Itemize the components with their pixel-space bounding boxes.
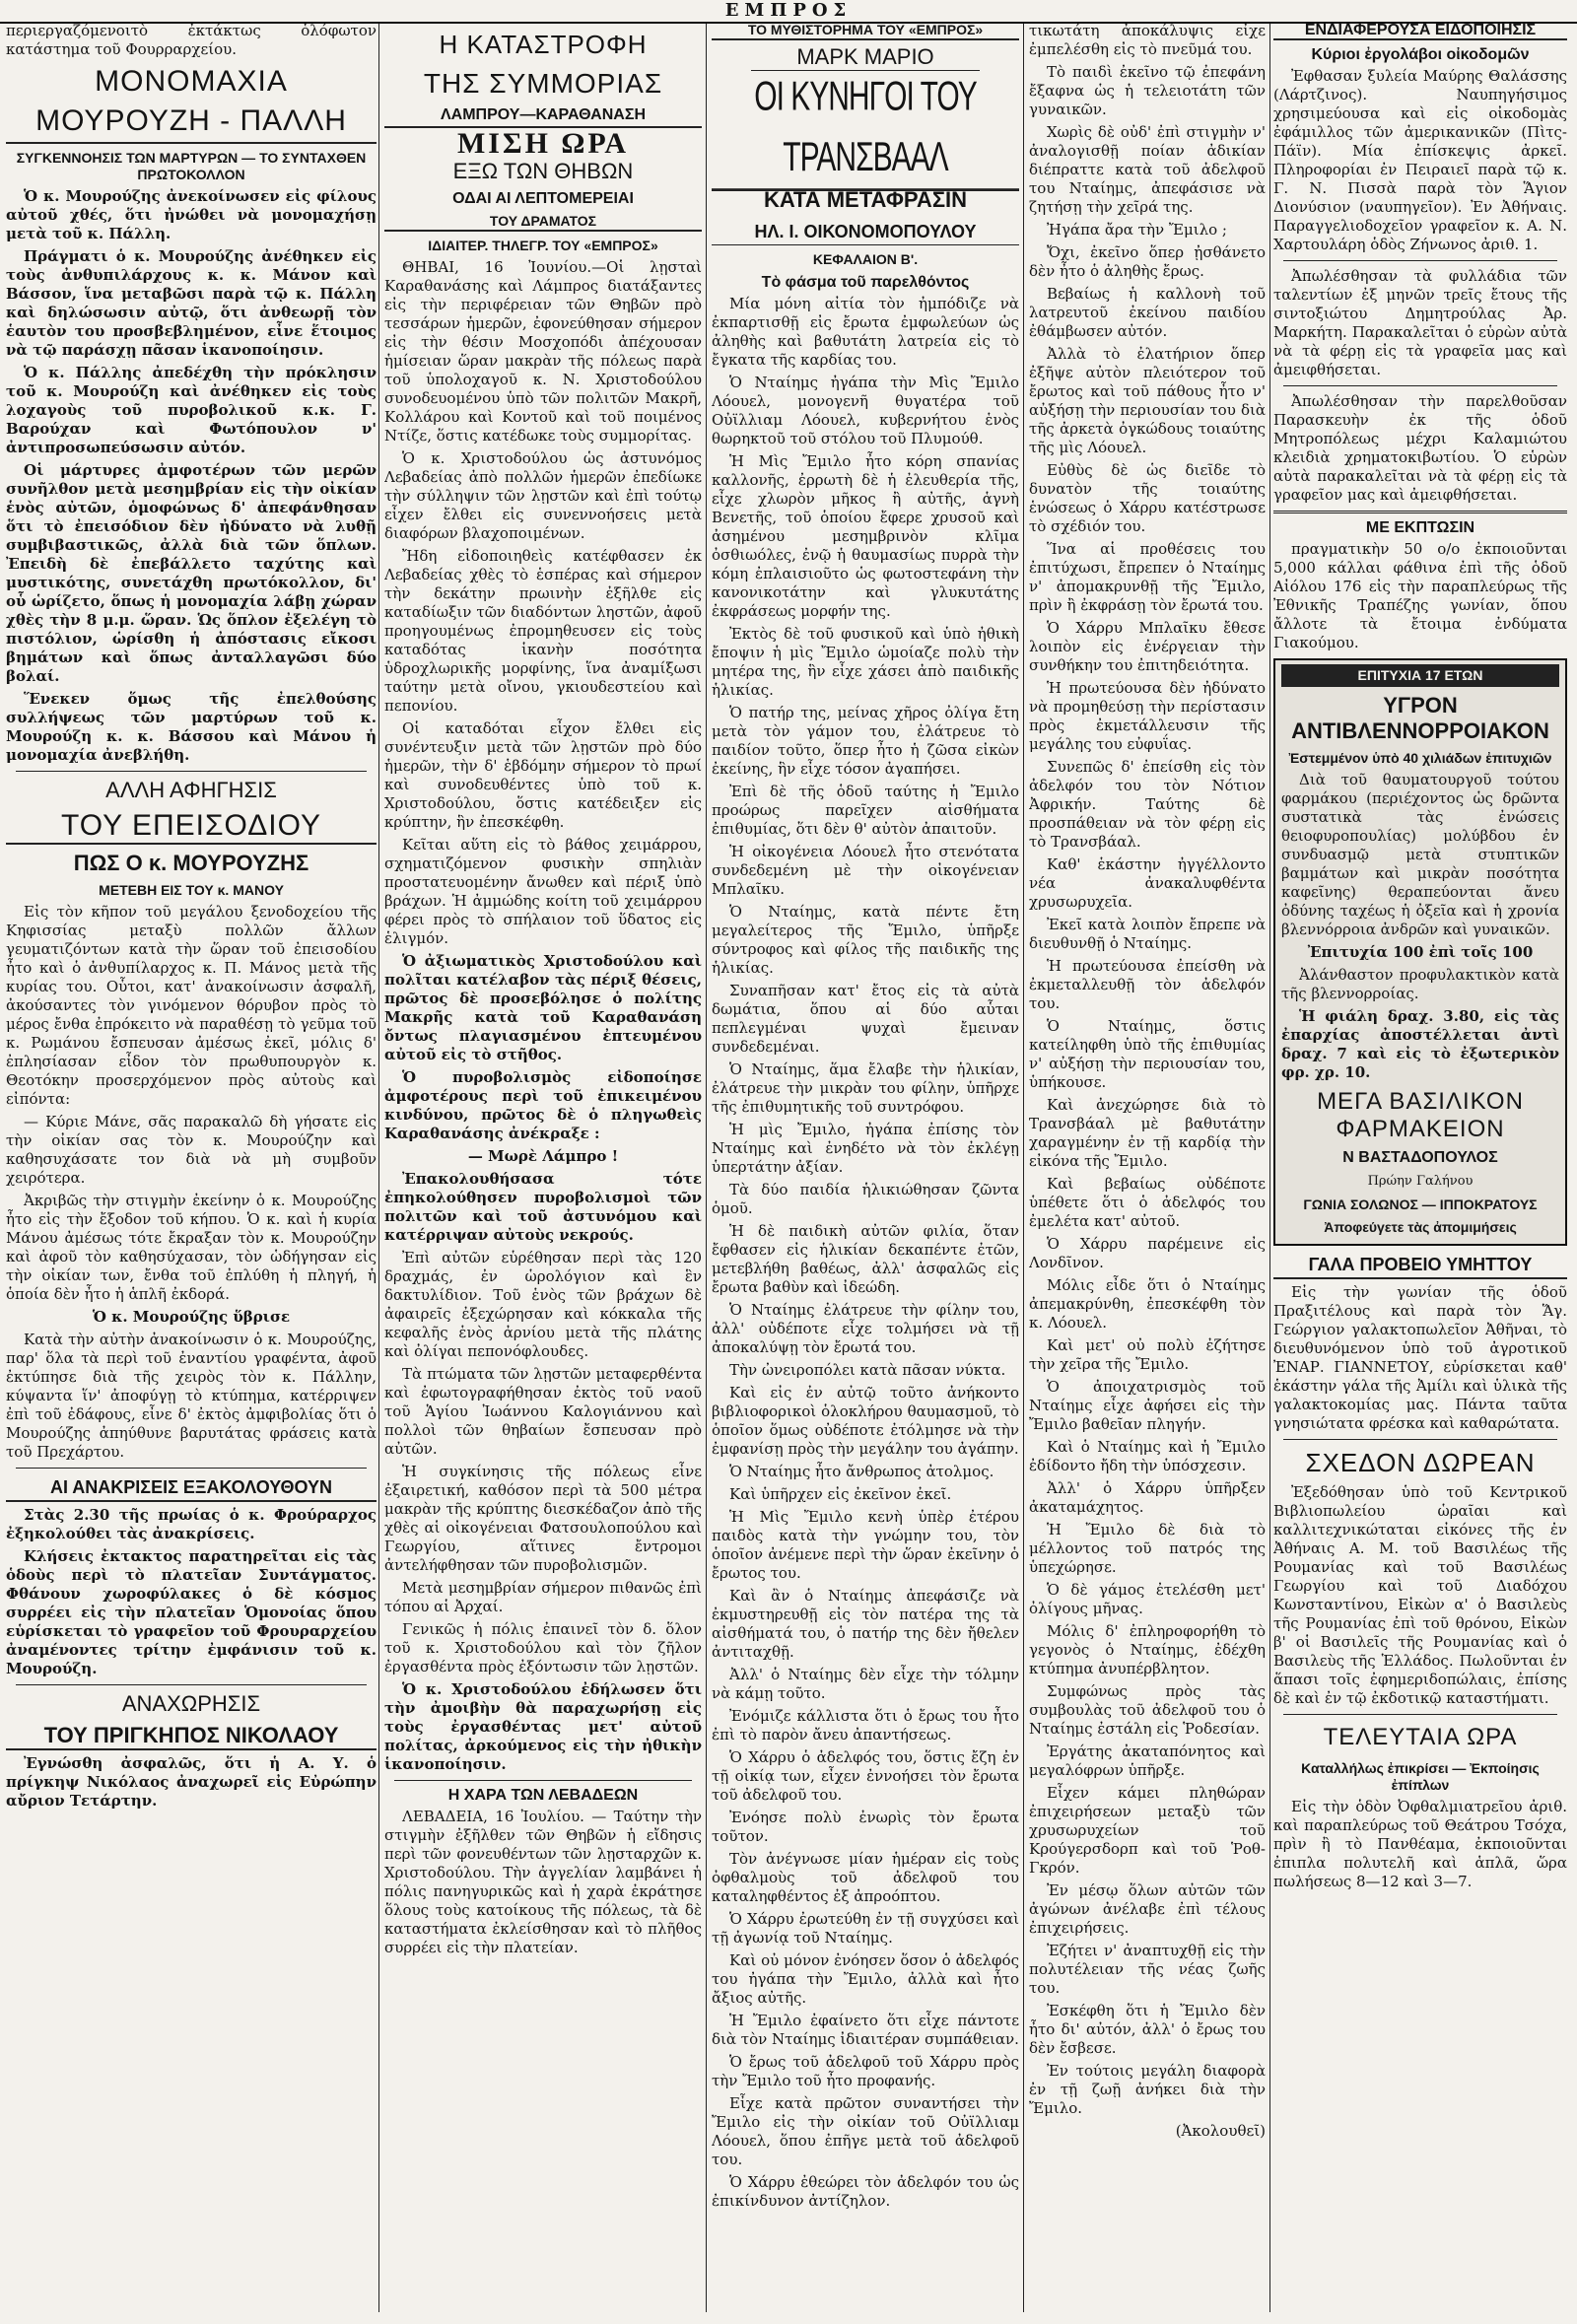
ad-text: πραγματικὴν 50 ο/ο ἐκποιοῦνται 5,000 κάλλαι φάθινα ἐπὶ τῆς ὁδοῦ Αἰόλου 176 εἰς τὴν παραπλεύρως τῆς Ἐθνικῆς Τραπέζης γωνίαν, ὅπου ἄλλοτε τὰ ἔτοιμα ἐνδύματα Γιακούμου.: [1273, 540, 1567, 651]
article-paragraph: Συναπῆσαν κατ' ἔτος εἰς τὰ αὐτὰ δωμάτια, ὅπου αἱ δύο αὗται πεπλεγμέναι ψυχαὶ ἔμειναν συνδεδεμέναι.: [712, 982, 1019, 1056]
article-paragraph: Ὁ Χάρρυ παρέμεινε εἰς Λονδῖνον.: [1029, 1235, 1266, 1271]
article-paragraph: Ἐργάτης ἀκαταπόνητος καὶ μεγαλόφρων ὑπῆρξε.: [1029, 1743, 1266, 1779]
article-paragraph: Οἱ καταδόται εἶχον ἔλθει εἰς συνέντευξιν μετὰ τῶν λῃστῶν πρὸ δύο ἡμερῶν, τὴν δ' ἑβδόμην σήμερον τὸ πρωί καὶ συνοδευθέντες ὑπὸ τοῦ κ. Χριστοδούλου, ὅστις κατέδειξεν εἰς κρύπτην, ἣν ἐπεσκέφθη.: [384, 719, 702, 831]
headline: ΜΙΣΗ ΩΡΑ: [456, 127, 630, 160]
subheadline: ΤΟΥ ΔΡΑΜΑΤΟΣ: [384, 213, 702, 232]
divider: [16, 1468, 367, 1469]
article-paragraph: Στὰς 2.30 τῆς πρωίας ὁ κ. Φρούραρχος ἐξηκολούθει τὰς ἀνακρίσεις.: [6, 1506, 377, 1542]
column-1: [6, 22, 377, 2314]
article-paragraph: Ὁ δὲ γάμος ἐτελέσθη μετ' ὀλίγους μῆνας.: [1029, 1581, 1266, 1617]
serial-title: ΟΙ ΚΥΝΗΓΟΙ ΤΟΥ ΤΡΑΝΣΒΑΑΛ: [712, 67, 1019, 191]
article-paragraph: Χωρὶς δὲ οὐδ' ἐπὶ στιγμὴν ν' ἀναλογισθῇ ποίαν ἀδικίαν διέπραττε κατὰ τοῦ ἀδελφοῦ του Νταίημς, ἀπεφάσισε νὰ ζητήσῃ τὴν χεῖρά της.: [1029, 123, 1266, 216]
divider: [1283, 385, 1557, 386]
article-paragraph: Ὁ Νταίημς, κατὰ πέντε ἔτη μεγαλείτερος τῆς Ἔμιλο, ὑπῆρξε σύντροφος καὶ φίλος τῆς παιδικῆς της ἡλικίας.: [712, 903, 1019, 977]
ad-text: Διὰ τοῦ θαυματουργοῦ τούτου φαρμάκου (περιέχοντος ὡς δρῶντα συστατικὰ τὰς ἐνώσεις θειοφυροπουλίας) μολύβδου ἐν συνδυασμῷ μετὰ στυπτικῶν βαμμάτων καὶ μικρὰν ποσότητα καφεῖνης) θεραπεύονται ἄνευ ὀδύνης ταχέως ἡ ὀξεῖα καὶ ἡ χρονία βλεννόρροια ἀνδρῶν καὶ γυναικῶν.: [1281, 771, 1559, 938]
ad-title: ΜΕ ΕΚΠΤΩΣΙΝ: [1365, 519, 1475, 536]
article-paragraph: Καὶ ἂν ὁ Νταίημς ἀπεφάσιζε νὰ ἐκμυστηρευθῇ εἰς τὸν πατέρα της τὰ αἰσθήματά του, ὁ πατήρ της δὲν ἤθελεν ἀντιταχθῇ.: [712, 1587, 1019, 1661]
headline: ΜΟΝΟΜΑΧΙΑ: [95, 65, 288, 98]
article-paragraph: Πράγματι ὁ κ. Μουρούζης ἀνέθηκεν εἰς τοὺς ἀνθυπιλάρχους κ. κ. Μάνον καὶ Βάσσον, ἵνα μεταβῶσι παρὰ τῷ κ. Πάλλη καὶ δηλώσωσιν αὐτῷ, ὅτι ἀνθεωρῇ τὸν ἑαυτὸν του προσβεβλημένον, εἶνε ἕτοιμος νὰ τῷ παράσχῃ πᾶσαν ἱκανοποίησιν.: [6, 247, 377, 359]
article-paragraph: Ὁ Νταίημς, ἅμα ἔλαβε τὴν ἡλικίαν, ἐλάτρευε τὴν μικρὰν του φίλην, ὑπῆρχε τῆς ἐπιθυμητικῆς τοῦ συντρόφου.: [712, 1060, 1019, 1116]
article-paragraph: Ἡ πρωτεύουσα δὲν ἠδύνατο νὰ προμηθεύσῃ τὴν περίστασιν πρὸς ἐκμετάλλευσιν τῆς μεγάλης του εὐφυΐας.: [1029, 679, 1266, 753]
pharmacy-ad: [1273, 658, 1567, 1246]
article-paragraph: Καὶ ἀνεχώρησε διὰ τὸ Τρανσβάαλ μὲ βαθυτάτην χαραγμένην ἐν τῇ καρδίᾳ τὴν εἰκόνα τῆς Ἔμιλο.: [1029, 1096, 1266, 1170]
article-paragraph: ΘΗΒΑΙ, 16 Ἰουνίου.—Οἱ λῃσταὶ Καραθανάσης καὶ Λάμπρος διατάξαντες εἰς τὴν περιφέρειαν τῶν Θηβῶν πρὸ τεσσάρων ἡμερῶν, ἐφονεύθησαν σήμερον εἰς τὴν θέσιν Μοσχοπόδι ἀπέχουσαν ἡμίσειαν ὥραν μακρὰν τῆς πόλεως παρὰ τοῦ ὑπολοχαγοῦ κ. Ν. Χριστοδούλου συνοδευομένου ὑπὸ τῶν πολιτῶν Μακρῆ, Κολλάρου καὶ Κοντοῦ καὶ τοῦ ποιμένος Ντίζε, ὅστις κατέδωκε τοὺς συμμορίτας.: [384, 258, 702, 444]
divider: [1283, 1439, 1557, 1440]
article-paragraph: Ἐπὶ αὐτῶν εὑρέθησαν περὶ τὰς 120 δραχμάς, ἐν ὡρολόγιον καὶ ἓν δακτυλίδιον. Τοῦ ἑνὸς τῶν βράχων δὲ ἀφαιρεῖς ἐξεχώρησαν καὶ κόκκαλα τῆς κεφαλῆς ἑνὸς ἀρνίου μετὰ τῆς πλάτης καὶ ὀλίγαι πεπονόφλουδες.: [384, 1249, 702, 1360]
divider: [1283, 1714, 1557, 1715]
article-paragraph: Ἐγνώσθη ἀσφαλῶς, ὅτι ἡ Α. Υ. ὁ πρίγκηψ Νικόλαος ἀναχωρεῖ εἰς Εὐρώπην αὔριον Τετάρτην.: [6, 1754, 377, 1810]
subheadline: ΠΩΣ Ο κ. ΜΟΥΡΟΥΖΗΣ: [73, 851, 309, 875]
article-paragraph: Ὁ Χάρρυ Μπλαῖκυ ἔθεσε λοιπὸν εἰς ἐνέργειαν τὴν συνθήκην του ἐπιτηδειότητα.: [1029, 619, 1266, 674]
author-name: ΜΑΡΚ ΜΑΡΙΟ: [751, 44, 980, 71]
article-paragraph: Βεβαίως ἡ καλλονὴ τοῦ λατρευτοῦ ἐκείνου παιδίου ἐθάμβωσεν αὐτόν.: [1029, 285, 1266, 340]
ad-subtitle: Κύριοι ἐργολάβοι οἰκοδομῶν: [1311, 46, 1530, 63]
headline: ΤΟΥ ΕΠΕΙΣΟΔΙΟΥ: [6, 809, 377, 845]
article-paragraph: Καὶ ὑπῆρχεν εἰς ἐκεῖνον ἐκεῖ.: [729, 1485, 952, 1503]
article-paragraph: Ἡ συγκίνησις τῆς πόλεως εἶνε ἐξαιρετική, καθόσον περὶ τὰ 500 μέτρα μακρὰν τῆς κρύπτης διεσκέδαζον ἀπὸ τῆς χθὲς αἱ οἰκογένειαι Φατσουλοπούλου καὶ Γεωργίου, αἵτινες ἔντρομοι ἀντελήφθησαν τῶν πυροβολισμῶν.: [384, 1463, 702, 1574]
article-paragraph: Ὁ Νταίημς ἐλάτρευε τὴν φίλην του, ἀλλ' οὐδέποτε εἶχε τολμήσει νὰ τῇ ἀποκαλύψῃ τὸν ἔρωτά του.: [712, 1301, 1019, 1356]
article-paragraph: Ὁ πατήρ της, μείνας χῆρος ὀλίγα ἔτη μετὰ τὸν γάμον του, ἐλάτρευε τὸ παιδίον τοῦτο, ὅπερ ἦτο ἡ ζῶσα εἰκὼν ἐκείνης, ἣν εἶχε τόσον ἀγαπήσει.: [712, 704, 1019, 778]
article-paragraph: Μόλις εἶδε ὅτι ὁ Νταίημς ἀπεμακρύνθη, ἐπεσκέφθη τὸν κ. Λόουελ.: [1029, 1276, 1266, 1332]
headline: ΤΗΣ ΣΥΜΜΟΡΙΑΣ: [423, 68, 663, 99]
article-paragraph: Ἐν τούτοις μεγάλη διαφορὰ ἐν τῇ ζωῇ ἀνήκει διὰ τὴν Ἔμιλο.: [1029, 2062, 1266, 2117]
article-paragraph: Μία μόνη αἰτία τὸν ἠμπόδιζε νὰ ἐκπαρτισθῇ εἰς ἔρωτα ἐμφωλεύων ὡς ἀληθὴς καὶ βαθυτάτη λατρεία εἰς τὸ ἔγκατα τῆς καρδίας του.: [712, 295, 1019, 369]
subheadline: ΜΕΤΕΒΗ ΕΙΣ ΤΟΥ κ. ΜΑΝΟΥ: [99, 882, 284, 898]
article-paragraph: Μόλις δ' ἐπληροφορήθη τὸ γεγονὸς ὁ Νταίημς, ἐδέχθη κτύπημα ἀνυπέρβλητον.: [1029, 1622, 1266, 1677]
ad-text: Ἐπιτυχία 100 ἐπὶ τοῖς 100: [1307, 943, 1534, 961]
article-paragraph: Ἤδη εἰδοποιηθεὶς κατέφθασεν ἐκ Λεβαδείας χθὲς τὸ ἑσπέρας καὶ σήμερον τὴν δεκάτην πρωινὴν ἐξῆλθε εἰς καταδίωξιν τῶν διαδόντων ληστῶν, ἀφοῦ προηγουμένως ἐπρομηθευσεν εἰς τοὺς καταδότας ἱκανὴν ποσότητα ὑδροχλωρικῆς μορφίνης, ἵνα ἀναμίξωσι ταύτην μετὰ οἴνου, γκιουδεστείου καὶ πεπονίου.: [384, 547, 702, 715]
ad-text: Ἐξεδόθησαν ὑπὸ τοῦ Κεντρικοῦ Βιβλιοπωλείου ὡραῖαι καὶ καλλιτεχνικώταται εἰκόνες τῆς ἐν Ἀθήναις Α. Μ. τοῦ Βασιλέως τῆς Ρουμανίας καὶ τοῦ Βασιλέως Γεωργίου καὶ τοῦ Διαδόχου Κωνσταντίνου, Εἰκὼν α' ὁ Βασιλεὺς τῆς Ρουμανίας ἐπὶ τοῦ θρόνου, Εἰκὼν β' οἱ Βασιλεῖς τῆς Ρουμανίας καὶ ὁ Βασιλεὺς τῆς Ἑλλάδος. Πωλοῦνται ἐν ἅπασι τοῖς ἐφημεριδοπώλαις, ἐπίσης δὲ καὶ ἐν τῷ ἐκδοτικῷ καταστήματι.: [1273, 1483, 1567, 1707]
article-paragraph: Κατὰ τὴν αὐτὴν ἀνακοίνωσιν ὁ κ. Μουρούζης, παρ' ὅλα τὰ περὶ τοῦ ἐναντίου γραφέντα, ἀφοῦ ἐκτύπησε διὰ τῆς χειρὸς τὸν κ. Πάλλην, κύψαντα ἵν' ἀποφύγῃ τὸ κτύπημα, κατέρριψεν ἐπὶ τοῦ ἐδάφους, εἶνε δ' ἐκτὸς ἀμφιβολίας ὅτι ὁ Μουρούζης ἀπηύθυνε βαρυτάτας φράσεις κατὰ τοῦ Πρεχάρτου.: [6, 1331, 377, 1461]
divider: [1273, 511, 1567, 513]
subheadline: ΣΥΓΚΕΝΝΟΗΣΙΣ ΤΩΝ ΜΑΡΤΥΡΩΝ — ΤΟ ΣΥΝΤΑΧΘΕΝ ΠΡΩΤΟΚΟΛΛΟΝ: [16, 150, 367, 182]
article-paragraph: Οἱ μάρτυρες ἀμφοτέρων τῶν μερῶν συνῆλθον μετὰ μεσημβρίαν εἰς τὴν οἰκίαν ἑνὸς αὐτῶν, ὁμοφώνως δ' ἀπεφάνθησαν ὅτι τὸ ἐπεισόδιον δὲν ἠδύνατο νὰ λυθῇ συμβιβαστικῶς, ἀλλὰ διὰ τῶν ὅπλων. Ἐπειδὴ δὲ ἐπεβάλλετο ταχύτης καὶ μυστικότης, συνετάχθη πρωτόκολλον, δι' οὗ ὡρίζετο, ὅπως ἡ μονομαχία λάβῃ χώραν χθὲς τὴν 8 μ.μ. ὥραν. Ὡς ὅπλον ἐξελέγη τὸ πιστόλιον, ὡρίσθη ἡ ἀπόστασις εἴκοσι βημάτων καὶ ὅπως ἀνταλλαγῶσι δύο βολαί.: [6, 461, 377, 685]
article-paragraph: Ὁ Χάρρυ ἐθεώρει τὸν ἀδελφόν του ὡς ἐπικίνδυνον ἀντίζηλον.: [712, 2173, 1019, 2210]
ad-notice: Ἀποφεύγετε τὰς ἀπομιμήσεις: [1324, 1219, 1517, 1235]
article-paragraph: Συμφώνως πρὸς τὰς συμβουλὰς τοῦ ἀδελφοῦ του ὁ Νταίημς ἐστάλη εἰς Ῥοδεσίαν.: [1029, 1682, 1266, 1738]
column-rule: [706, 24, 707, 2312]
article-paragraph: Ἡ Μὶς Ἔμιλο κενὴ ὑπὲρ ἐτέρου παιδὸς κατὰ τὴν γνώμην του, τὸν ὁποῖον ἀνέμενε περὶ τὴν ὥραν ἐκεῖνην ὁ ἔρωτος του.: [712, 1508, 1019, 1582]
article-paragraph: Κλήσεις ἐκτακτος παρατηρεῖται εἰς τὰς ὁδοὺς περὶ τὸ πλατεῖαν Συντάγματος. Φθάνουν χωροφύλακες ὁ δὲ κόσμος συρρέει εἰς τὴν πλατεῖαν Ὁμονοίας ὅπου εὑρίσκεται τὸ γραφεῖον τοῦ Φρουραρχείου ἀναμένοντες τρίτην ἐμφάνισιν τοῦ κ. Μουρούζη.: [6, 1547, 377, 1677]
headline: Η ΧΑΡΑ ΤΩΝ ΛΕΒΑΔΕΩΝ: [447, 1787, 639, 1804]
article-paragraph: τικωτάτη ἀποκάλυψις εἶχε ἐμπελέσθη εἰς τὸ πνεῦμά του.: [1029, 22, 1266, 58]
article-paragraph: Ἐζήτει ν' ἀναπτυχθῇ εἰς τὴν πολυτέλειαν τῆς νέας ζωῆς του.: [1029, 1942, 1266, 1997]
article-paragraph: Ὁ κ. Πάλλης ἀπεδέχθη τὴν πρόκλησιν τοῦ κ. Μουρούζη καὶ ἀνέθηκεν εἰς τοὺς λοχαγοὺς τοῦ πυροβολικοῦ κ.κ. Γ. Βαρούχαν καὶ Φωτόπουλον ν' ἀντιπροσωπεύσωσιν αὐτόν.: [6, 364, 377, 456]
article-paragraph: Ὁ Νταίημς ἦτο ἄνθρωπος ἀτολμος.: [729, 1463, 994, 1480]
article-paragraph: Τὴν ὠνειροπόλει κατὰ πᾶσαν νύκτα.: [729, 1361, 1006, 1379]
article-paragraph: — Κύριε Μάνε, σᾶς παρακαλῶ δὴ γήσατε εἰς τὴν οἰκίαν σας τὸν κ. Μουρούζην καὶ καθησυχάσατε τον διὰ νὰ μὴ συμβοῦν χειρότερα.: [6, 1113, 377, 1187]
headline: ΤΟΥ ΠΡΙΓΚΗΠΟΣ ΝΙΚΟΛΑΟΥ: [6, 1723, 377, 1750]
ad-text: Ἀπωλέσθησαν τὴν παρελθοῦσαν Παρασκευὴν ἐκ τῆς ὁδοῦ Μητροπόλεως μέχρι Καλαμιώτου κλειδιὰ χρηματοκιβωτίου. Ὁ εὑρὼν αὐτὰ παρακαλεῖται νὰ τὰ φέρῃ εἰς τὰ γραφεῖον μας καὶ ἀμειφθήσεται.: [1273, 392, 1567, 504]
column-rule: [1023, 24, 1024, 2312]
article-paragraph: Ἡ Μὶς Ἔμιλο ἦτο κόρη σπανίας καλλονῆς, ἐρρωτὴ δὲ ἡ ἐλευθερία τῆς, εἶχε χλωρὸν μῆκος ἢ αὐτῆς, ἁγνὴ Βενετῆς, τοῦ ὁποίου ἔφερε χρυσοῦ καὶ ἀσημένου μεσημβρινὸν κλῖμα ὀσθιωόλες, ἐνῷ ἡ θαυμασίως πυρρὰ τὴν κόμη ἐπλαισιοῦτο ὡς φωτοστεφάνη τὴν κανονικοτάτην καὶ γλυκυτάτης ἐκφράσεως μορφήν της.: [712, 452, 1019, 620]
article-paragraph: Ὁ Χάρρυ ἐρωτεύθη ἐν τῇ συγχύσει καὶ τῇ ἀγωνίᾳ τοῦ Νταίημς.: [712, 1910, 1019, 1947]
article-paragraph: Ἀκριβῶς τὴν στιγμὴν ἐκείνην ὁ κ. Μουρούζης ἦτο εἰς τὴν ἔξοδον τοῦ κήπου. Ὁ κ. καὶ ἡ κυρία Μάνου ἀμέσως τότε ἔκραξαν τὸν κ. Μουρούζην καὶ ἀφοῦ τὸν καθησύχασαν, τὸν ὡδήγησαν εἰς τὴν οἰκίαν των, ἔνθα τοῦ ἐπλύθη ἡ πληγή, ἡ ὁποία δὲν ἦτο ἡ ἁπλῆ ἐκδορά.: [6, 1192, 377, 1303]
ad-title: ΓΑΛΑ ΠΡΟΒΕΙΟ ΥΜΗΤΤΟΥ: [1273, 1252, 1567, 1279]
article-paragraph: Τὰ πτώματα τῶν λῃστῶν μεταφερθέντα καὶ ἐφωτογραφήθησαν ἐκτὸς τοῦ ναοῦ τοῦ Ἁγίου Ἰωάννου Καλογιάννου καὶ πολλοὶ τῶν θηβαίων ἔσπευσαν πρὸ αὐτῶν.: [384, 1365, 702, 1458]
article-paragraph: Ἐν μέσῳ ὅλων αὐτῶν τῶν ἀγώνων ἀνέλαβε ἐπὶ τέλους ἐπιχειρήσεις.: [1029, 1881, 1266, 1937]
article-paragraph: Ἡ Ἔμιλο δὲ διὰ τὸ μέλλοντος τοῦ πατρός της ὑπεχώρησε.: [1029, 1521, 1266, 1576]
article-paragraph: — Μωρὲ Λάμπρο !: [467, 1147, 619, 1165]
chapter-title: Τὸ φάσμα τοῦ παρελθόντος: [761, 274, 970, 291]
divider: [1283, 260, 1557, 261]
article-paragraph: Ἀλλ' ὁ Χάρρυ ὑπῆρξεν ἀκαταμάχητος.: [1029, 1479, 1266, 1516]
ad-subtitle: Ἐστεμμένον ὑπὸ 40 χιλιάδων ἐπιτυχιῶν: [1288, 750, 1552, 766]
subheadline: ΕΞΩ ΤΩΝ ΘΗΒΩΝ: [452, 159, 634, 183]
article-paragraph: Ὁ κ. Μουρούζης ἀνεκοίνωσεν εἰς φίλους αὐτοῦ χθές, ὅτι ἠνώθει νὰ μονομαχήσῃ μετὰ τοῦ κ. Πάλλη.: [6, 187, 377, 242]
serial-banner: ΤΟ ΜΥΘΙΣΤΟΡΗΜΑ ΤΟΥ «ΕΜΠΡΟΣ»: [712, 22, 1019, 40]
article-paragraph: Ὁ κ. Χριστοδούλου ἐδήλωσεν ὅτι τὴν ἀμοιβὴν θὰ παραχωρήσῃ εἰς τοὺς ἐργασθέντας μετ' αὐτοῦ πολίτας, ἀρκούμενος εἰς τὴν ἠθικὴν ἱκανοποίησιν.: [384, 1680, 702, 1773]
article-subhead: Ὁ κ. Μουρούζης ὕβρισε: [92, 1308, 291, 1326]
headline: ΑΝΑΧΩΡΗΣΙΣ: [121, 1691, 261, 1716]
article-paragraph: Ὄχι, ἐκεῖνο ὅπερ ᾐσθάνετο δὲν ἦτο ὁ ἀληθὴς ἔρως.: [1029, 243, 1266, 280]
article-paragraph: Γενικῶς ἡ πόλις ἐπαινεῖ τὸν δ. ὅλον τοῦ κ. Χριστοδούλου καὶ τὸν ζῆλον ἐργασθέντα πρὸς ἐξόντωσιν τῶν λῃστῶν.: [384, 1620, 702, 1675]
article-paragraph: Ὁ ἔρως τοῦ ἀδελφοῦ τοῦ Χάρρυ πρὸς τὴν Ἔμιλο τοῦ ἦτο προφανής.: [712, 2053, 1019, 2089]
article-paragraph: Καὶ μετ' οὐ πολὺ ἐζήτησε τὴν χεῖρα τῆς Ἔμιλο.: [1029, 1336, 1266, 1373]
column-3: [712, 22, 1019, 2314]
article-paragraph: Εἶχεν κάμει πληθώραν ἐπιχειρήσεων μεταξὺ τῶν χρυσωρυχείων τοῦ Κρούγερσδορπ καὶ τοῦ Ῥοθ-Γκρόν.: [1029, 1784, 1266, 1877]
article-paragraph: Ὁ Χάρρυ ὁ ἀδελφός του, ὅστις ἔζη ἐν τῇ οἰκίᾳ των, εἶχεν ἐννοήσει τὸν ἔρωτα τοῦ ἀδελφοῦ του.: [712, 1748, 1019, 1804]
ad-title: ΥΓΡΟΝ ΑΝΤΙΒΛΕΝΝΟΡΡΟΙΑΚΟΝ: [1291, 693, 1549, 743]
article-paragraph: Καὶ βεβαίως οὐδέποτε ὑπέθετε ὅτι ὁ ἀδελφός του ἐμελέτα κατ' αὐτοῦ.: [1029, 1175, 1266, 1230]
article-paragraph: Ἡ πρωτεύουσα ἐπείσθη νὰ ἐκμεταλλευθῇ τὸν ἀδελφόν του.: [1029, 957, 1266, 1012]
subheadline: ΗΛ. Ι. ΟΙΚΟΝΟΜΟΠΟΥΛΟΥ: [712, 219, 1019, 245]
article-paragraph: Καὶ οὐ μόνον ἐνόησεν ὅσον ὁ ἀδελφός του ἠγάπα τὴν Ἔμιλο, ἀλλὰ καὶ ἦτο ἄξιος αὐτῆς.: [712, 1951, 1019, 2007]
chapter-number: ΚΕΦΑΛΑΙΟΝ Β'.: [812, 251, 919, 267]
article-paragraph: Εὐθὺς δὲ ὡς διεῖδε τὸ δυνατὸν τῆς τοιαύτης ἑνώσεως ὁ Χάρρυ κατέστρωσε τὸ σχέδιόν του.: [1029, 461, 1266, 535]
masthead: ΕΜΠΡΟΣ: [0, 0, 1577, 24]
article-paragraph: Ἵνα αἱ προθέσεις του ἐπιτύχωσι, ἔπρεπεν ὁ Νταίημς ν' ἀπομακρυνθῇ τῆς Ἔμιλο, πρὶν ἢ ἐκφράσῃ τὸν ἔρωτά του.: [1029, 540, 1266, 614]
ad-text: Ἐφθασαν ξυλεία Μαύρης Θαλάσσης (Λάρτζινος). Ναυπηγήσιμος χρησιμεύουσα καὶ εἰς οἰκοδομὰς ἐφάμιλλος τῶν ἀμερικανικῶν (Πὶτς-Πάϊν). Μία ἐπίσκεψις ἀρκεῖ. Πληροφορίαι ἐν Πειραιεῖ παρὰ τῷ κ. Γ. Ν. Πισσὰ παρὰ τὸν Ἅγιον Διονύσιον (ναυπηγεῖον). Ἐν Ἀθήναις. Παραγγελιοδοχεῖον γραφεῖον κ. Α. Ν. Χαρτουλάρη ὁδὸς Ζήνωνος ἀριθ. 1.: [1273, 67, 1567, 253]
article-paragraph: Καὶ εἰς ἐν αὐτῷ τοῦτο ἀνήκοντο βιβλιοφορικοὶ ὁλοκλήρου θαυμασμοῦ, τὸ ὁποῖον ὅμως οὐδέποτε ἐτόλμησε νὰ τὴν ἐμφανίσῃ πρὸς τὴν μεγάλην του ἀγάπην.: [712, 1384, 1019, 1458]
article-paragraph: Καθ' ἑκάστην ἠγγέλλοντο νέα ἀνακαλυφθέντα χρυσωρυχεῖα.: [1029, 855, 1266, 911]
ad-address: Πρώην Γαλήνου: [1367, 1174, 1474, 1189]
divider: [16, 1684, 367, 1685]
article-paragraph: ΛΕΒΑΔΕΙΑ, 16 Ἰουλίου. — Ταύτην τὴν στιγμὴν ἐξῆλθεν τῶν Θηβῶν ἡ εἴδησις περὶ τῶν φονευθέντων τῶν λῃσταρχῶν κ. Χριστοδούλου. Τὴν ἀγγελίαν λαμβάνει ἡ πόλις πανηγυρικῶς καὶ ἡ χαρὰ ἐκράτησε ὅλους τοὺς κατοίκους τῆς πόλεως, τὰ δὲ καταστήματα ἐκλείσθησαν καὶ τὸ πλῆθος συρρέει εἰς τὴν πλατείαν.: [384, 1808, 702, 1956]
article-paragraph: Ὁ ἀξιωματικὸς Χριστοδούλου καὶ πολῖται κατέλαβον τὰς πέριξ θέσεις, πρῶτος δὲ προσεβόλησε ὁ πολίτης Μακρῆς κατὰ τοῦ Καραθανάση ὄντως πλαγιασμένου ἐπτευμένου αὐτοῦ εἰς τὸ στῆθος.: [384, 952, 702, 1063]
article-paragraph: Ἐπὶ δὲ τῆς ὁδοῦ ταύτης ἡ Ἔμιλο προώρως παρεῖχεν αἰσθήματα ἐπιθυμίας, ὅτι δὲν θ' αὐτὸν ἀπαιτοῦν.: [712, 783, 1019, 838]
subheadline: ΟΔΑΙ ΑΙ ΛΕΠΤΟΜΕΡΕΙΑΙ: [452, 190, 634, 207]
subheadline: ΚΑΤΑ ΜΕΤΑΦΡΑΣΙΝ: [763, 187, 968, 212]
article-paragraph: Τὸ παιδὶ ἐκεῖνο τῷ ἐπεφάνη ἔξαφνα ὡς ἡ τελειοτάτη τῶν γυναικῶν.: [1029, 63, 1266, 118]
column-rule: [1269, 24, 1270, 2312]
ad-text: Ἀλάνθαστον προφυλακτικὸν κατὰ τῆς βλεννορροίας.: [1281, 966, 1559, 1002]
article-paragraph: Ἕνεκεν ὅμως τῆς ἐπελθούσης συλλήψεως τῶν μαρτύρων τοῦ κ. Μουρούζη κ. κ. Βάσσου καὶ Μάνου ἡ μονομαχία ἀνεβλήθη.: [6, 690, 377, 764]
ad-text: Εἰς τὴν γωνίαν τῆς ὁδοῦ Πραξιτέλους καὶ παρὰ τὸν Ἅγ. Γεώργιον γαλακτοπωλεῖον Ἀθῆναι, τὸ διευθυνόμενον ὑπὸ τοῦ ἀγροτικοῦ ἘΝΑΡ. ΓΙΑΝΝΕΤΟΥ, εὑρίσκεται καθ' ἑκάστην γάλα τῆς Ἀμίλι καὶ ὑλικὰ τῆς γαλακτοκομίας μας. Πάντα ταῦτα γνησιώτατα φρέσκα καὶ καθαρώτατα.: [1273, 1283, 1567, 1432]
subheadline: ΛΑΜΠΡΟΥ—ΚΑΡΑΘΑΝΑΣΗ: [384, 106, 702, 128]
article-paragraph: Τὸν ἀνέγνωσε μίαν ἡμέραν εἰς τοὺς ὀφθαλμοὺς τοῦ ἀδελφοῦ του καταληφθέντος ἐξ ἀπροόπτου.: [712, 1850, 1019, 1905]
article-paragraph: Καὶ ὁ Νταίημς καὶ ἡ Ἔμιλο ἐδίδοντο ἤδη τὴν ὑπόσχεσιν.: [1029, 1438, 1266, 1474]
article-paragraph: Ἀλλὰ τὸ ἐλατήριον ὅπερ ἐξῆψε αὐτὸν πλειότερον τοῦ ἔρωτος καὶ τοῦ πάθους ἦτο ν' αὐξήσῃ τὴν περιουσίαν του διὰ τῆς ἀρκετὰ ὀγκώδους τοιαύτης τῆς μὶς Λόουελ.: [1029, 345, 1266, 456]
article-paragraph: Ἡ Ἔμιλο ἐφαίνετο ὅτι εἶχε πάντοτε διὰ τὸν Νταίημς ἰδιαιτέραν συμπάθειαν.: [712, 2012, 1019, 2048]
article-paragraph: Ἠγάπα ἄρα τὴν Ἔμιλο ;: [1047, 221, 1227, 239]
headline: ΑΙ ΑΝΑΚΡΙΣΕΙΣ ΕΞΑΚΟΛΟΥΘΟΥΝ: [6, 1474, 377, 1502]
article-paragraph: Ἡ μὶς Ἔμιλο, ἠγάπα ἐπίσης τὸν Νταίημς καὶ ἐνηδέτο νὰ τὸν ἐκλέγῃ ὑπερτάτην ἀξίαν.: [712, 1121, 1019, 1176]
article-paragraph: Ὁ Νταίημς ἠγάπα τὴν Μὶς Ἔμιλο Λόουελ, μονογενῆ θυγατέρα τοῦ Οὐϊλλιαμ Λόουελ, κυβερνήτου ἑνὸς θωρηκτοῦ τοῦ στόλου τοῦ Πλυμούθ.: [712, 374, 1019, 447]
article-paragraph: Κεῖται αὕτη εἰς τὸ βάθος χειμάρρου, σχηματιζόμενον φυσικὴν σπηλιὰν προστατευομένην ἄνωθεν καὶ πέριξ ὑπὸ βράχων. Ἡ ἀμμώδης κοίτη τοῦ χειμάρρου φέρει πρὸς τὸ σπήλαιον τοῦ ὕδατος εἰς ἑλιγμόν.: [384, 836, 702, 947]
headline: Η ΚΑΤΑΣΤΡΟΦΗ: [439, 30, 648, 59]
ad-title: ΕΝΔΙΑΦΕΡΟΥΣΑ ΕΙΔΟΠΟΙΗΣΙΣ: [1273, 22, 1567, 40]
article-paragraph: Ἐκεῖ κατὰ λοιπὸν ἔπρεπε νὰ διευθυνθῇ ὁ Νταίημς.: [1029, 916, 1266, 952]
ad-title: ΤΕΛΕΥΤΑΙΑ ΩΡΑ: [1323, 1724, 1518, 1750]
ad-text: Εἰς τὴν ὁδὸν Ὀφθαλμιατρεῖου ἀριθ. καὶ παραπλεύρως τοῦ Θεάτρου Τσόχα, πρὶν ἢ τὸ Πανθέαμα, ἐκποιοῦνται ἐπιπλα πολυτελῆ καὶ ἁπλᾶ, ὥρα πωλήσεως 8—12 καὶ 3—7.: [1273, 1798, 1567, 1890]
article-paragraph: Ἡ οἰκογένεια Λόουελ ἦτο στενότατα συνδεδεμένη μὲ τὴν οἰκογένειαν Μπλαῖκυ.: [712, 843, 1019, 898]
ad-title: ΣΧΕΔΟΝ ΔΩΡΕΑΝ: [1305, 1448, 1536, 1477]
divider: [16, 771, 367, 772]
headline: ΑΛΛΗ ΑΦΗΓΗΣΙΣ: [105, 778, 277, 802]
article-paragraph: Ἐκτὸς δὲ τοῦ φυσικοῦ καὶ ὑπὸ ἠθικὴ ἔποψιν ἡ μὶς Ἔμιλο ὡμοίαζε πολὺ τὴν μητέρα της, ἣν εἶχε χάσει ἀπὸ παιδικῆς ἡλικίας.: [712, 625, 1019, 699]
article-paragraph: περιεργαζόμενοιτὸ ἐκτάκτως ὁλόφωτον κατάστημα τοῦ Φουρραρχείου.: [6, 22, 377, 58]
column-rule: [378, 24, 379, 2312]
article-paragraph: Τὰ δύο παιδία ἡλικιώθησαν ζῶντα ὁμοῦ.: [712, 1181, 1019, 1217]
article-paragraph: Μετὰ μεσημβρίαν σήμερον πιθανῶς ἐπὶ τόπου αἱ Ἀρχαί.: [384, 1579, 702, 1615]
article-paragraph: Ἐνόησε πολὺ ἐνωρὶς τὸν ἔρωτα τοῦτον.: [712, 1809, 1019, 1845]
article-paragraph: Ὁ ἀποιχατρισμὸς τοῦ Νταίημς εἶχε ἀφήσει εἰς τὴν Ἔμιλο βαθεῖαν πληγήν.: [1029, 1378, 1266, 1433]
article-paragraph: Ἀλλ' ὁ Νταίημς δὲν εἶχε τὴν τόλμην νὰ κάμῃ τοῦτο.: [712, 1666, 1019, 1702]
article-paragraph: Ἐσκέφθη ὅτι ἡ Ἔμιλο δὲν ἦτο δι' αὐτόν, ἀλλ' ὁ ἔρως του δὲν ἔσβεσε.: [1029, 2002, 1266, 2057]
headline: ΜΟΥΡΟΥΖΗ - ΠΑΛΛΗ: [6, 104, 377, 144]
article-paragraph: Συνεπῶς δ' ἐπείσθη εἰς τὸν ἀδελφόν του τὸν Νότιον Ἀφρικήν. Ταύτης δὲ προσπάθειαν νὰ τὸν φέρῃ εἰς τὸ Τρανσβάαλ.: [1029, 758, 1266, 851]
ad-shop: ΜΕΓΑ ΒΑΣΙΛΙΚΟΝ ΦΑΡΜΑΚΕΙΟΝ: [1317, 1088, 1524, 1142]
column-5-ads: [1273, 22, 1567, 2314]
ad-corner: ΓΩΝΙΑ ΣΟΛΩΝΟΣ — ΙΠΠΟΚΡΑΤΟΥΣ: [1303, 1196, 1538, 1212]
to-be-continued: (Ἀκολουθεῖ): [1175, 2122, 1266, 2140]
article-paragraph: Ὁ Νταίημς, ὅστις κατείληφθη ὑπὸ τῆς ἐπιθυμίας ν' αὐξήσῃ τὴν περιουσίαν του, ὑπήκουσε.: [1029, 1017, 1266, 1091]
article-paragraph: Ὁ κ. Χριστοδούλου ὡς ἀστυνόμος Λεβαδείας ἀπὸ πολλῶν ἡμερῶν ἐπεδίωκε τὴν σύλληψιν τῶν λῃστῶν καὶ ἐπὶ τούτῳ εἶχεν ἔλθει εἰς συνεννοήσεις μετὰ διαφόρων βλαχοποιμένων.: [384, 449, 702, 542]
column-4: [1029, 22, 1266, 2314]
article-paragraph: Εἶχε κατὰ πρῶτον συναντήσει τὴν Ἔμιλο εἰς τὴν οἰκίαν τοῦ Οὐϊλλιαμ Λόουελ, ὅπου ἐπῆγε μετὰ τοῦ ἀδελφοῦ του.: [712, 2094, 1019, 2168]
column-2: [384, 22, 702, 2314]
ad-price: Ἡ φιάλη δραχ. 3.80, εἰς τὰς ἐπαρχίας ἀποστέλλεται ἀντὶ δραχ. 7 καὶ εἰς τὸ ἐξωτερικὸν φρ. χρ. 10.: [1281, 1007, 1559, 1081]
dateline: ΙΔΙΑΙΤΕΡ. ΤΗΛΕΓΡ. ΤΟΥ «ΕΜΠΡΟΣ»: [428, 238, 658, 253]
ad-subtitle: Καταλλήλως ἐπικρίσει — Ἐκποίησις ἐπίπλων: [1301, 1760, 1540, 1793]
article-paragraph: Ἐπακολουθήσασα τότε ἐπηκολούθησεν πυροβολισμοὶ τῶν πολιτῶν καὶ τοῦ ἀστυνόμου καὶ κατέρριψαν αὐτοὺς νεκρούς.: [384, 1170, 702, 1244]
article-paragraph: Ὁ πυροβολισμὸς εἰδοποίησε ἀμφοτέρους περὶ τοῦ ἐπικειμένου κινδύνου, πρῶτος δὲ ὁ πληγωθεὶς Καραθανάσης ἀνέκραξε :: [384, 1068, 702, 1142]
article-paragraph: Ἐνόμιζε κάλλιστα ὅτι ὁ ἔρως του ἦτο ἐπὶ τὸ παρὸν ἄνευ ἀπαντήσεως.: [712, 1707, 1019, 1743]
ad-owner: Ν ΒΑΣΤΑΔΟΠΟΥΛΟΣ: [1342, 1149, 1498, 1166]
divider: [394, 1780, 692, 1781]
article-paragraph: Εἰς τὸν κῆπον τοῦ μεγάλου ξενοδοχείου τῆς Κηφισσίας μεταξὺ πολλῶν ἄλλων γευματιζόντων κατὰ τὴν ὥραν τοῦ ἐπεισοδίου ἦτο καὶ ὁ ἀνθυπίλαρχος κ. Π. Μάνος μετὰ τῆς κυρίας του. Οὗτοι, κατ' ἀνακοίνωσιν ἀσφαλῆ, ἀκούσαντες τὸν γινόμενον θόρυβον πρὸς τὸ μέρος ἔνθα ἐπρόκειτο νὰ παραθέσῃ τὸ γεῦμα τοῦ κ. Ρωμάνου ἔσπευσαν ἀμέσως ἐκεῖ, μόλις δ' ἐπλησίασαν εἶδον τὸν πρωθυπουργὸν κ. Θεοτόκην προσερχόμενον πρὸς αὐτοὺς καὶ εἰπόντα:: [6, 903, 377, 1108]
article-paragraph: Ἡ δὲ παιδικὴ αὐτῶν φιλία, ὅταν ἔφθασεν εἰς ἡλικίαν δεκαπέντε ἐτῶν, μετεβλήθη βαθέως, ἀλλ' ἀσφαλῶς εἰς ἔρωτα βαθὺν καὶ ἰδεώδη.: [712, 1222, 1019, 1296]
ad-text: Ἀπωλέσθησαν τὰ φυλλάδια τῶν ταλεντίων ἐξ μηνῶν τρεῖς ἔτους τῆς σιντοξιώτου Δημητρούλας Ἀρ. Μαρκήτη. Παρακαλεῖται ὁ εὑρὼν αὐτὰ νὰ τὰ φέρῃ εἰς τὰ γραφεῖα μας καὶ ἀμειφθήσεται.: [1273, 267, 1567, 378]
ad-banner: ΕΠΙΤΥΧΙΑ 17 ΕΤΩΝ: [1281, 664, 1559, 687]
